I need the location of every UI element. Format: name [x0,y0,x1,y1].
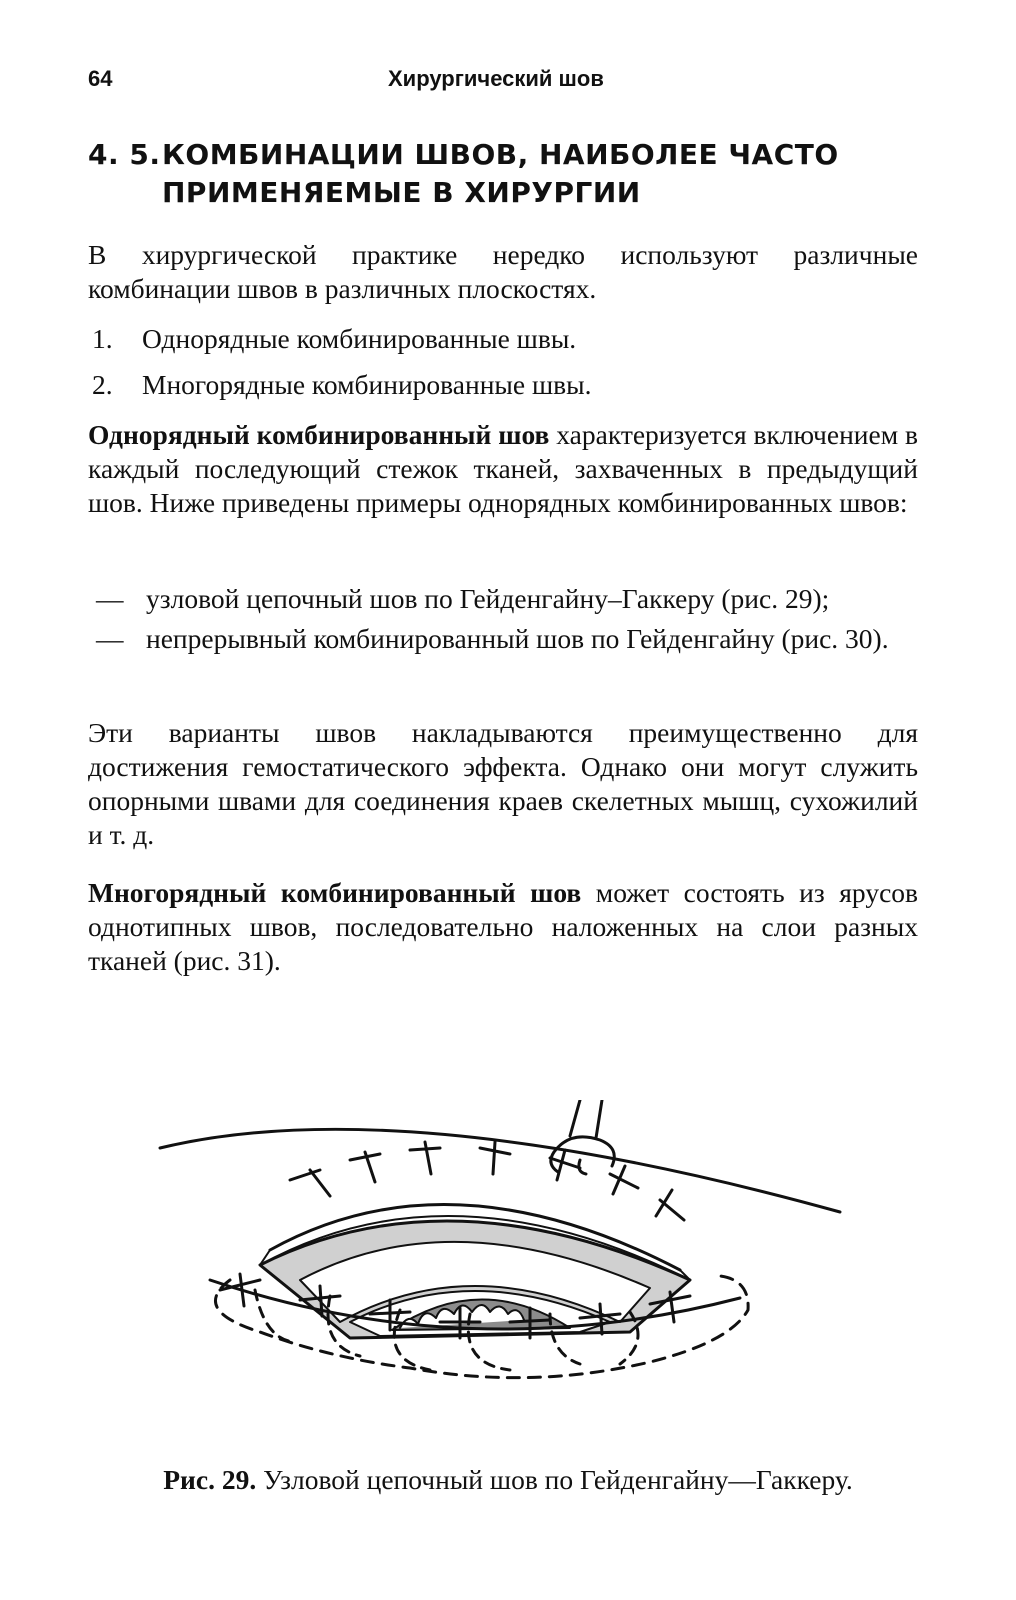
multi-row-text: может состоять из ярусов однотипных швов, последовательно наложенных на слои разных тканей (рис. 31). [88,877,919,976]
list-number: 2. [92,369,113,400]
term-single-row: Однорядный комбинированный шов [88,419,550,450]
bullet-list [88,582,918,662]
running-title: Хирургический шов [388,66,604,91]
caption-label: Рис. 29. [163,1464,257,1495]
list-item [88,362,918,408]
figure-caption [88,1464,928,1496]
page-number: 64 [88,66,113,91]
section-title-line1: КОМБИНАЦИИ ШВОВ, НАИБОЛЕЕ ЧАСТО [162,138,839,171]
single-row-paragraph [88,418,918,520]
section-title-line2: ПРИМЕНЯЕМЫЕ В ХИРУРГИИ [162,176,641,209]
list-text: Многорядные комбинированные швы. [142,369,592,400]
single-row-text: характеризуется включением в каждый последующий стежок тканей, захваченных в предыдущий шов. Ниже приведены примеры однорядных комбинированных швов: [88,419,919,518]
section-number: 4. 5. [88,138,161,171]
bullet-item [88,622,918,656]
skin-outline [160,1129,840,1212]
variants-paragraph: Эти варианты швов накладываются преимущественно для достижения гемостатического эффекта. Однако они могут служить опорными швами для соединения краев скелетных мышц, сухожилий и т. д. [88,717,918,850]
section-heading [88,136,928,212]
bullet-dash: — [96,583,124,614]
running-head [88,66,928,102]
multi-row-paragraph [88,876,918,978]
bullet-text: узловой цепочный шов по Гейденгайну–Гаккеру (рис. 29); [146,583,830,614]
list-text: Однорядные комбинированные швы. [142,323,577,354]
list-number: 1. [92,323,113,354]
list-item [88,316,918,362]
intro-paragraph: В хирургической практике нередко используют различные комбинации швов в различных плоскостях. [88,239,918,304]
term-multi-row: Многорядный комбинированный шов [88,877,582,908]
suture-illustration [150,1100,870,1420]
bullet-item [88,582,918,616]
bullet-dash: — [96,623,124,654]
bullet-text: непрерывный комбинированный шов по Гейденгайну (рис. 30). [146,623,889,654]
numbered-list [88,316,918,408]
caption-text: Узловой цепочный шов по Гейденгайну—Гаккеру. [256,1464,853,1495]
